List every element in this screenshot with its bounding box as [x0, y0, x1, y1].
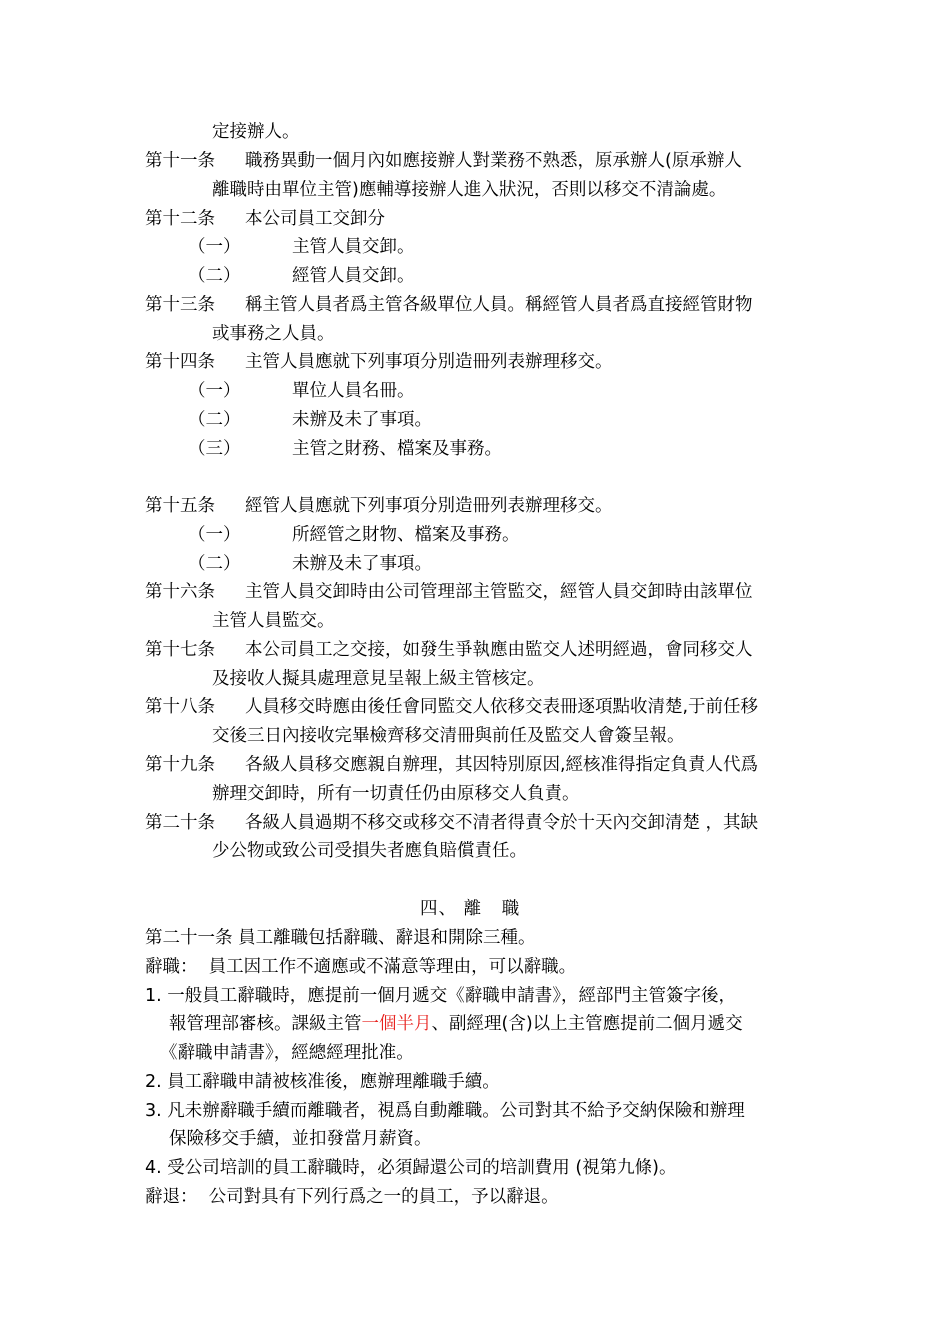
- line-text: 未辦及未了事項。: [292, 554, 432, 574]
- highlighted-text: 一個半月: [361, 1014, 432, 1034]
- line-text: 所經管之財物、檔案及事務。: [292, 525, 520, 545]
- article-18-line: [145, 696, 759, 718]
- line-text: 4. 受公司培訓的員工辭職時，必須歸還公司的培訓費用 (視第九條)。: [145, 1158, 677, 1178]
- article-13-line: [145, 294, 753, 316]
- line-text: 未辦及未了事項。: [292, 410, 432, 430]
- line-text: 1. 一般員工辭職時，應提前一個月遞交《辭職申請書》，經部門主管簽字後，: [145, 986, 737, 1006]
- line-text: 主管人員應就下列事項分別造冊列表辦理移交。: [245, 352, 613, 372]
- list-item-4: [145, 1157, 676, 1179]
- sub-item-line: [188, 265, 415, 287]
- article-label: 第十七条: [145, 640, 215, 660]
- line-text: 《辭職申請書》，經總經理批准。: [160, 1043, 414, 1063]
- sub-item-line: [188, 553, 432, 575]
- line-text: 本公司員工交卸分: [245, 209, 385, 229]
- heading-text: 四、 離 職: [420, 899, 521, 919]
- article-label: 第十八条: [145, 697, 215, 717]
- item-label: （一）: [188, 237, 241, 257]
- text-line: [212, 725, 685, 747]
- line-text: 保險移交手續，並扣發當月薪資。: [169, 1129, 432, 1149]
- line-text: 本公司員工之交接，如發生爭執應由監交人述明經過，會同移交人: [245, 640, 753, 660]
- line-text: 人員移交時應由後任會同監交人依移交表冊逐項點收清楚,于前任移: [245, 697, 759, 717]
- article-20-line: [145, 812, 759, 834]
- line-text: 及接收人擬具處理意見呈報上級主管核定。: [212, 669, 545, 689]
- article-15-line: [145, 495, 613, 517]
- sub-item-line: [188, 380, 415, 402]
- article-label: 第十三条: [145, 295, 215, 315]
- line-text: 離職時由單位主管)應輔導接辦人進入狀況，否則以移交不清論處。: [212, 180, 727, 200]
- list-item-2: [145, 1071, 500, 1093]
- line-text: 主管人員監交。: [212, 611, 335, 631]
- dismissal-line: [145, 1186, 559, 1208]
- line-text: 定接辦人。: [212, 122, 300, 142]
- line-text: 辭職： 員工因工作不適應或不滿意等理由，可以辭職。: [145, 957, 577, 977]
- line-text: 交後三日內接收完畢檢齊移交清冊與前任及監交人會簽呈報。: [212, 726, 685, 746]
- line-text: 單位人員名冊。: [292, 381, 415, 401]
- text-line: [212, 840, 527, 862]
- article-11-line: [145, 150, 742, 172]
- text-line: [169, 1013, 743, 1035]
- sub-item-line: [188, 236, 415, 258]
- line-text: 稱主管人員者爲主管各級單位人員。稱經管人員者爲直接經管財物: [245, 295, 753, 315]
- article-17-line: [145, 639, 753, 661]
- item-label: （二）: [188, 410, 241, 430]
- article-label: 第十二条: [145, 209, 215, 229]
- line-text: 員工離職包括辭職、辭退和開除三種。: [232, 928, 536, 948]
- item-label: （二）: [188, 266, 241, 286]
- line-text: 辭退： 公司對具有下列行爲之一的員工，予以辭退。: [145, 1187, 559, 1207]
- article-label: 第十一条: [145, 151, 215, 171]
- list-item-3: [145, 1100, 745, 1122]
- line-text: 主管人員交卸。: [292, 237, 415, 257]
- text-line: [212, 121, 300, 143]
- text-line: [212, 783, 580, 805]
- item-label: （二）: [188, 554, 241, 574]
- line-text: 辦理交卸時，所有一切責任仍由原移交人負責。: [212, 784, 580, 804]
- article-label: 第十九条: [145, 755, 215, 775]
- article-label: 第二十条: [145, 813, 215, 833]
- item-label: （一）: [188, 525, 241, 545]
- article-16-line: [145, 581, 753, 603]
- article-21-line: [145, 927, 536, 949]
- text-line: [212, 668, 545, 690]
- article-19-line: [145, 754, 759, 776]
- line-text: 少公物或致公司受損失者應負賠償責任。: [212, 841, 527, 861]
- sub-item-line: [188, 524, 520, 546]
- article-label: 第十四条: [145, 352, 215, 372]
- article-14-line: [145, 351, 613, 373]
- line-text: 3. 凡未辦辭職手續而離職者，視爲自動離職。公司對其不給予交納保險和辦理: [145, 1101, 745, 1121]
- sub-item-line: [188, 409, 432, 431]
- line-text: 或事務之人員。: [212, 324, 335, 344]
- line-text: 經管人員應就下列事項分別造冊列表辦理移交。: [245, 496, 613, 516]
- text-line: [169, 1128, 432, 1150]
- resignation-line: [145, 956, 576, 978]
- sub-item-line: [188, 438, 502, 460]
- line-text: 各級人員過期不移交或移交不清者得責令於十天內交卸清楚 ，其缺: [245, 813, 759, 833]
- article-label: 第十五条: [145, 496, 215, 516]
- item-label: （三）: [188, 439, 241, 459]
- article-label: 第十六条: [145, 582, 215, 602]
- item-label: （一）: [188, 381, 241, 401]
- text-line: [212, 610, 335, 632]
- article-12-line: [145, 208, 385, 230]
- text-line: [212, 323, 335, 345]
- text-line: [212, 179, 726, 201]
- line-text-before: 報管理部審核。課級主管: [169, 1014, 362, 1034]
- list-item-1: [145, 985, 736, 1007]
- line-text: 職務異動一個月內如應接辦人對業務不熟悉，原承辦人(原承辦人: [245, 151, 742, 171]
- line-text: 主管人員交卸時由公司管理部主管監交，經管人員交卸時由該單位: [245, 582, 753, 602]
- section-heading: [420, 898, 520, 920]
- line-text: 各級人員移交應親自辦理，其因特別原因,經核准得指定負責人代爲: [245, 755, 759, 775]
- line-text: 2. 員工辭職申請被核准後，應辦理離職手續。: [145, 1072, 500, 1092]
- line-text: 主管之財務、檔案及事務。: [292, 439, 502, 459]
- line-text-after: 、副經理(含)以上主管應提前二個月遞交: [431, 1014, 743, 1034]
- article-label: 第二十一条: [145, 928, 233, 948]
- line-text: 經管人員交卸。: [292, 266, 415, 286]
- text-line: [160, 1042, 414, 1064]
